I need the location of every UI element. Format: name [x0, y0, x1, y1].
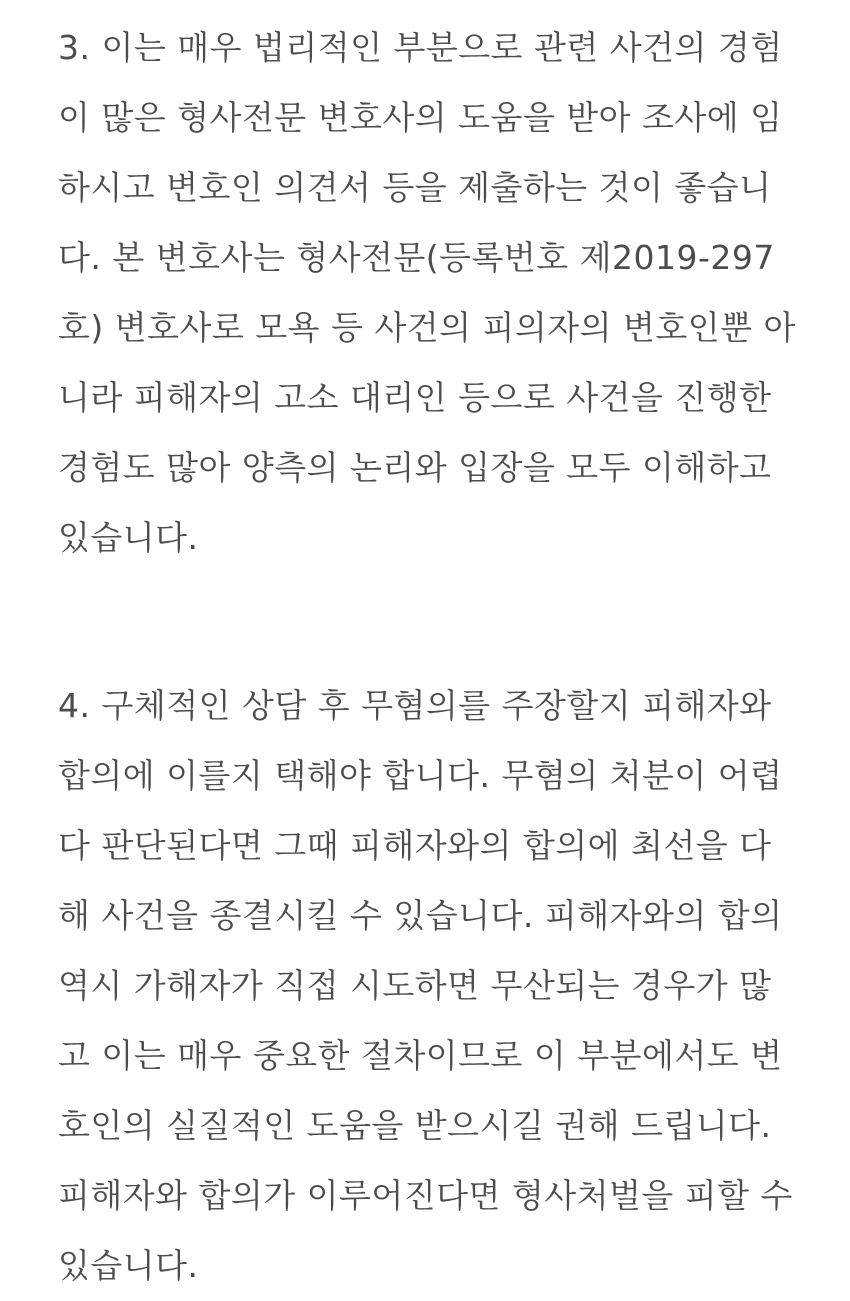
paragraph-spacer — [58, 573, 828, 671]
text-line: 니라 피해자의 고소 대리인 등으로 사건을 진행한 — [58, 378, 772, 417]
paragraph-4 — [58, 671, 828, 1301]
text-line: 해 사건을 종결시킬 수 있습니다. 피해자와의 합의 — [58, 896, 783, 935]
text-line: 있습니다. — [58, 518, 199, 557]
text-line: 3. 이는 매우 법리적인 부분으로 관련 사건의 경험 — [58, 28, 783, 67]
paragraph-3 — [58, 13, 828, 573]
text-line: 다. 본 변호사는 형사전문(등록번호 제2019-297 — [58, 238, 775, 277]
article-body — [58, 13, 828, 1301]
text-line: 호) 변호사로 모욕 등 사건의 피의자의 변호인뿐 아 — [58, 308, 796, 347]
text-line: 호인의 실질적인 도움을 받으시길 권해 드립니다. — [58, 1106, 772, 1145]
text-line: 고 이는 매우 중요한 절차이므로 이 부분에서도 변 — [58, 1036, 783, 1075]
text-line: 역시 가해자가 직접 시도하면 무산되는 경우가 많 — [58, 966, 772, 1005]
text-line: 경험도 많아 양측의 논리와 입장을 모두 이해하고 — [58, 448, 772, 487]
text-line: 있습니다. — [58, 1246, 199, 1285]
text-line: 합의에 이를지 택해야 합니다. 무혐의 처분이 어렵 — [58, 756, 783, 795]
text-line: 다 판단된다면 그때 피해자와의 합의에 최선을 다 — [58, 826, 772, 865]
text-line: 하시고 변호인 의견서 등을 제출하는 것이 좋습니 — [58, 168, 772, 207]
text-line: 이 많은 형사전문 변호사의 도움을 받아 조사에 임 — [58, 98, 783, 137]
text-line: 피해자와 합의가 이루어진다면 형사처벌을 피할 수 — [58, 1176, 793, 1215]
text-line: 4. 구체적인 상담 후 무혐의를 주장할지 피해자와 — [58, 686, 772, 725]
